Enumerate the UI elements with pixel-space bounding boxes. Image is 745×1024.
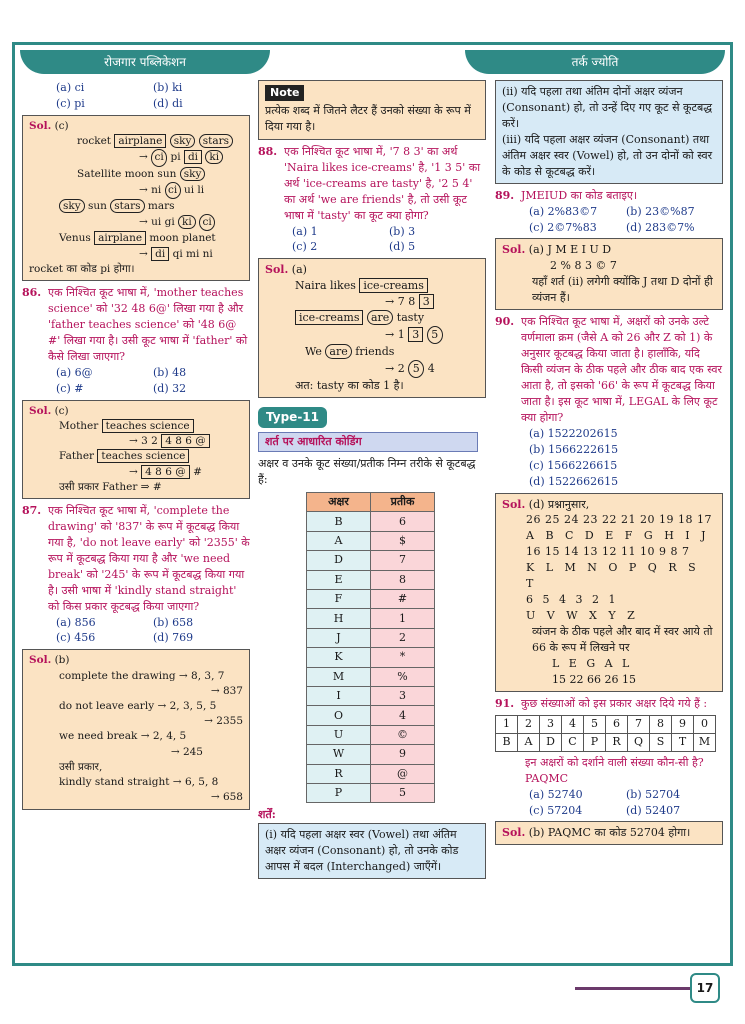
solution-85 <box>22 115 250 281</box>
letter-cell: D <box>540 733 562 751</box>
option: (a) 2%83©7 <box>529 204 598 218</box>
sol-line: do not leave early → 2, 3, 5, 5 <box>59 700 217 713</box>
condition-1: (i) यदि पहला अक्षर स्वर (Vowel) तथा अंतिम अक्षर व्यंजन (Consonant) हो, तो उनके कोड आपस में बदल (Interchanged) जाएँगें। <box>258 823 486 879</box>
code-table <box>306 492 435 803</box>
sol-answer: (a) <box>291 263 307 277</box>
letter-table-row <box>496 715 716 733</box>
table-cell: $ <box>371 531 435 550</box>
question-text: इन अक्षरों को दर्शाने वाली संख्या कौन-सी है? <box>525 755 704 769</box>
code: ci <box>165 182 181 199</box>
solution-88 <box>258 258 486 398</box>
table-row <box>307 667 435 686</box>
question-number: 90. <box>495 315 515 329</box>
question-text: PAQMC <box>525 771 569 785</box>
letter-cell: 7 <box>628 715 650 733</box>
table-cell: 4 <box>371 706 435 725</box>
table-row <box>307 570 435 589</box>
word: Venus <box>59 232 91 245</box>
option: (c) pi <box>56 96 85 110</box>
option: (a) 856 <box>56 615 96 629</box>
code: → 1 <box>385 328 405 342</box>
table-cell: E <box>307 570 371 589</box>
option: (a) 52740 <box>529 787 583 801</box>
letter-table <box>495 715 716 752</box>
letter-cell: 2 <box>518 715 540 733</box>
option: (b) 48 <box>153 365 187 379</box>
option: (c) # <box>56 381 84 395</box>
solution-89 <box>495 238 723 310</box>
conditions-title: शर्तें: <box>258 808 276 822</box>
question-88 <box>258 144 486 224</box>
table-cell: © <box>371 725 435 744</box>
word: rocket <box>77 135 112 148</box>
solution-86 <box>22 400 250 499</box>
option: (b) 1566222615 <box>529 442 619 456</box>
sol-label: Sol. <box>265 263 289 277</box>
letter-cell: A <box>518 733 540 751</box>
table-cell: W <box>307 745 371 764</box>
option: (b) 23©%87 <box>626 204 695 218</box>
sol-answer: (c) <box>54 119 69 132</box>
question-number: 91. <box>495 696 515 710</box>
code: ci <box>199 214 215 231</box>
word: teaches science <box>102 419 194 433</box>
table-cell: R <box>307 764 371 783</box>
sol-line: 2 % 8 3 © 7 <box>550 259 617 273</box>
arrow: → <box>139 247 148 260</box>
code: 4 <box>427 362 435 375</box>
table-cell: A <box>307 531 371 550</box>
letter-cell: 5 <box>584 715 606 733</box>
table-row <box>307 512 435 531</box>
question-number: 87. <box>22 503 42 517</box>
letter-cell: P <box>584 733 606 751</box>
table-row <box>307 590 435 609</box>
question-number: 89. <box>495 188 515 202</box>
word: are <box>367 310 393 325</box>
option: (b) 52704 <box>626 787 681 801</box>
note-text: प्रत्येक शब्द में जितने लैटर हैं उनको संख्या के रूप में दिया गया है। <box>265 103 471 133</box>
note-box <box>258 80 486 140</box>
option: (d) 769 <box>153 631 194 645</box>
table-row <box>307 764 435 783</box>
option: (d) 5 <box>389 240 416 254</box>
letter-cell: 9 <box>672 715 694 733</box>
question-89 <box>495 188 723 204</box>
intro-text: अक्षर व उनके कूट संख्या/प्रतीक निम्न तरीके से कूटबद्ध हैं: <box>258 457 476 487</box>
code: 5 <box>408 360 424 378</box>
sol-conclusion: अत: tasty का कोड 1 है। <box>295 378 404 392</box>
word: are <box>325 344 351 359</box>
question-text: एक निश्चित कूट भाषा में, '7 8 3' का अर्थ 'Naira likes ice-creams' है, '1 3 5' का अर्थ 'ice-creams are tasty' है, '2 5 4' का अर्थ 'we are friends' है, तो उसी कूट भाषा में 'tasty' का कूट क्या होगा? <box>284 144 481 222</box>
sol-line: J M E I U D <box>547 243 612 257</box>
code: # <box>193 465 202 478</box>
table-cell: 7 <box>371 551 435 570</box>
footer-line <box>575 987 695 990</box>
column-1 <box>22 80 250 813</box>
table-cell: O <box>307 706 371 725</box>
letter-cell: 0 <box>694 715 716 733</box>
type-label: Type-11 <box>258 407 327 428</box>
code: ci <box>151 149 167 166</box>
code: qi mi ni <box>172 247 213 260</box>
header-left: रोजगार पब्लिकेशन <box>20 50 270 74</box>
sol-label: Sol. <box>29 404 52 417</box>
table-header: प्रतीक <box>371 493 435 512</box>
code: → 7 8 <box>385 295 416 309</box>
word: sun <box>88 199 107 212</box>
table-cell: 2 <box>371 628 435 647</box>
word: ice-creams <box>295 310 363 325</box>
sol-line: उसी प्रकार, <box>59 760 103 773</box>
word: sky <box>170 134 196 148</box>
question-text: एक निश्चित कूट भाषा में, 'mother teaches science' को '32 48 6@' लिखा गया है और 'father teaches science' को '48 6@ #' लिखा गया है। उसी कूट भाषा में 'father' को कैसे लिखा जाएगा? <box>48 286 248 363</box>
q91-options <box>495 787 723 819</box>
letter-cell: C <box>562 733 584 751</box>
sol-label: Sol. <box>29 119 52 132</box>
table-cell: F <box>307 590 371 609</box>
header-right: तर्क ज्योति <box>465 50 725 74</box>
option: (b) 3 <box>389 224 416 238</box>
sol-line: 6 5 4 3 2 1 <box>526 593 619 607</box>
sol-line: we need break → 2, 4, 5 <box>59 730 187 743</box>
table-cell: K <box>307 648 371 667</box>
sol-line: L E G A L <box>552 656 633 670</box>
table-cell: 6 <box>371 512 435 531</box>
letter-cell: 3 <box>540 715 562 733</box>
table-cell: D <box>307 551 371 570</box>
sol-line: → 245 <box>170 745 203 758</box>
note-tag: Note <box>265 85 304 101</box>
sol-line: → 837 <box>210 684 243 697</box>
sol-line: A B C D E F G H I J <box>526 529 710 543</box>
sol-answer: (a) <box>528 243 544 257</box>
sol-line: kindly stand straight → 6, 5, 8 <box>59 776 219 789</box>
table-row <box>307 686 435 705</box>
q88-options <box>258 224 486 256</box>
question-text: एक निश्चित कूट भाषा में, 'complete the drawing' को '837' के रूप में कूटबद्ध किया गया है, 'do not leave early' को '2355' के रूप में कूटबद्ध किया गया है और 'we need break' को '245' के रूप में कूटबद्ध किया गया है। उसी भाषा में 'kindly stand straight' को किस प्रकार कूटबद्ध किया जाएगा? <box>48 503 250 613</box>
code: 4 8 6 @ <box>141 465 190 479</box>
word: Satellite moon sun <box>77 167 177 180</box>
option: (c) 2 <box>292 240 318 254</box>
code: 4 8 6 @ <box>161 434 210 448</box>
sol-answer: (b) <box>54 654 70 667</box>
question-text: एक निश्चित कूट भाषा में, अक्षरों को उनके उल्टे वर्णमाला क्रम (जैसे A को 26 और Z को 1) के अनुसार कूटबद्ध किया जाता है। हालाँकि, यदि किसी व्यंजन के ठीक पहले और ठीक बाद एक स्वर आता है, तो इसको '66' के रूप में कूटबद्ध किया जाता है। इस कूट भाषा में, LEGAL के लिए कूट क्या होगा? <box>521 315 722 424</box>
table-cell: I <box>307 686 371 705</box>
table-cell: P <box>307 783 371 802</box>
table-row <box>307 783 435 802</box>
option: (c) 2©7%83 <box>529 220 597 234</box>
question-90 <box>495 314 723 426</box>
sol-line: व्यंजन के ठीक पहले और बाद में स्वर आये तो 66 के रूप में लिखने पर <box>532 625 713 654</box>
q90-options <box>495 426 723 490</box>
table-cell: J <box>307 628 371 647</box>
code: di <box>184 150 202 164</box>
letter-cell: R <box>606 733 628 751</box>
code: → 2 <box>385 362 405 375</box>
sol-conclusion: उसी प्रकार Father ⇒ # <box>59 480 162 493</box>
code: pi <box>170 151 181 164</box>
table-row <box>307 745 435 764</box>
word: moon planet <box>149 232 216 245</box>
option: (c) 1566226615 <box>529 458 618 472</box>
sol-line: यहाँ शर्त (ii) लगेगी क्योंकि J तथा D दोनों ही व्यंजन हैं। <box>532 275 713 305</box>
question-91 <box>495 696 723 712</box>
sol-line: 16 15 14 13 12 11 10 9 8 7 <box>526 545 690 559</box>
word: stars <box>199 134 233 148</box>
sol-label: Sol. <box>29 654 52 667</box>
sol-answer: (d) प्रश्नानुसार, <box>528 497 590 511</box>
word: ice-creams <box>359 278 427 293</box>
word: Father <box>59 450 95 463</box>
letter-cell: T <box>672 733 694 751</box>
q87-options <box>22 615 250 647</box>
letter-cell: Q <box>628 733 650 751</box>
table-cell: * <box>371 648 435 667</box>
column-3 <box>495 80 723 848</box>
column-2 <box>258 80 486 879</box>
table-cell: 1 <box>371 609 435 628</box>
table-cell: 3 <box>371 686 435 705</box>
question-number: 88. <box>258 144 278 158</box>
option: (b) 658 <box>153 615 194 629</box>
code: → ni <box>139 183 162 196</box>
sol-label: Sol. <box>502 497 526 511</box>
letter-cell: S <box>650 733 672 751</box>
code: ki <box>205 150 223 164</box>
option: (d) di <box>153 96 183 110</box>
table-cell: M <box>307 667 371 686</box>
word: teaches science <box>97 449 189 463</box>
q89-options <box>495 204 723 236</box>
question-87 <box>22 503 250 615</box>
option: (d) 52407 <box>626 803 681 817</box>
option: (c) 57204 <box>529 803 583 817</box>
table-row <box>307 725 435 744</box>
word: tasty <box>396 311 425 325</box>
sol-answer: (c) <box>54 404 69 417</box>
solution-87 <box>22 649 250 809</box>
code: di <box>151 247 169 261</box>
code: 3 <box>419 294 434 309</box>
code: 3 <box>408 327 423 342</box>
table-row <box>307 706 435 725</box>
table-cell: U <box>307 725 371 744</box>
sol-line: → 658 <box>210 791 243 804</box>
code: → 3 2 <box>129 435 158 448</box>
sol-label: Sol. <box>502 826 526 840</box>
sol-line: 15 22 66 26 15 <box>552 672 636 686</box>
letter-cell: 4 <box>562 715 584 733</box>
word: mars <box>147 199 175 212</box>
question-number: 86. <box>22 286 42 300</box>
table-row <box>307 531 435 550</box>
table-cell: B <box>307 512 371 531</box>
question-text: JMEIUD का कोड बताइए। <box>521 188 638 202</box>
conditions-box <box>495 80 723 184</box>
table-cell: @ <box>371 764 435 783</box>
word: Naira likes <box>295 279 356 293</box>
condition-2: (ii) यदि पहला तथा अंतिम दोनों अक्षर व्यंजन (Consonant) हो, तो उन्हें दिए गए कूट से कूटबद्ध करें। <box>502 85 713 130</box>
letter-cell: 1 <box>496 715 518 733</box>
code: → ui gi <box>139 216 175 229</box>
option: (d) 283©7% <box>626 220 695 234</box>
condition-3: (iii) यदि पहला अक्षर व्यंजन (Consonant) तथा अंतिम अक्षर स्वर (Vowel) हो, तो उन दोनों को स्वर के कोड से कूटबद्ध करें। <box>502 132 713 178</box>
code: ui li <box>183 183 205 196</box>
letter-cell: B <box>496 733 518 751</box>
table-cell: 8 <box>371 570 435 589</box>
word: stars <box>110 199 144 213</box>
table-row <box>307 609 435 628</box>
sol-line: U V W X Y Z <box>526 609 639 623</box>
option: (b) ki <box>153 81 183 94</box>
table-row <box>307 551 435 570</box>
section-subhead: शर्त पर आधारित कोडिंग <box>258 432 478 452</box>
word: We <box>305 345 322 359</box>
solution-91 <box>495 821 723 845</box>
sol-line: K L M N O P Q R S T <box>526 561 700 591</box>
arrow: → <box>129 465 138 478</box>
word: airplane <box>114 134 166 148</box>
sol-line: complete the drawing → 8, 3, 7 <box>59 669 225 682</box>
q86-options <box>22 365 250 397</box>
table-row <box>307 628 435 647</box>
option: (d) 1522662615 <box>529 474 619 488</box>
letter-table-row <box>496 733 716 751</box>
sol-label: Sol. <box>502 243 526 257</box>
sol-line: → 2355 <box>204 715 243 728</box>
letter-cell: 8 <box>650 715 672 733</box>
letter-cell: 6 <box>606 715 628 733</box>
table-row <box>307 648 435 667</box>
q85-options <box>22 80 250 112</box>
solution-90 <box>495 493 723 692</box>
code: 5 <box>427 326 443 344</box>
word: Mother <box>59 419 99 432</box>
table-cell: 9 <box>371 745 435 764</box>
table-header: अक्षर <box>307 493 371 512</box>
word: friends <box>355 345 395 359</box>
word: airplane <box>94 231 146 245</box>
option: (a) ci <box>56 81 85 94</box>
option: (d) 32 <box>153 381 187 395</box>
option: (a) 1 <box>292 224 318 238</box>
table-cell: H <box>307 609 371 628</box>
table-cell: 5 <box>371 783 435 802</box>
option: (c) 456 <box>56 631 96 645</box>
sol-conclusion: rocket का कोड pi होगा। <box>29 262 135 275</box>
table-cell: # <box>371 590 435 609</box>
word: sky <box>180 167 206 181</box>
option: (a) 1522202615 <box>529 426 618 440</box>
question-text: कुछ संख्याओं को इस प्रकार अक्षर दिये गये हैं : <box>521 696 708 710</box>
question-86 <box>22 285 250 365</box>
table-cell: % <box>371 667 435 686</box>
word: sky <box>59 199 85 213</box>
sol-line: 26 25 24 23 22 21 20 19 18 17 <box>526 513 712 527</box>
arrow: → <box>139 151 148 164</box>
page-number: 17 <box>690 973 720 1003</box>
letter-cell: M <box>694 733 716 751</box>
option: (a) 6@ <box>56 365 93 379</box>
sol-answer: (b) PAQMC का कोड 52704 होगा। <box>528 826 691 840</box>
code: ki <box>178 215 196 229</box>
